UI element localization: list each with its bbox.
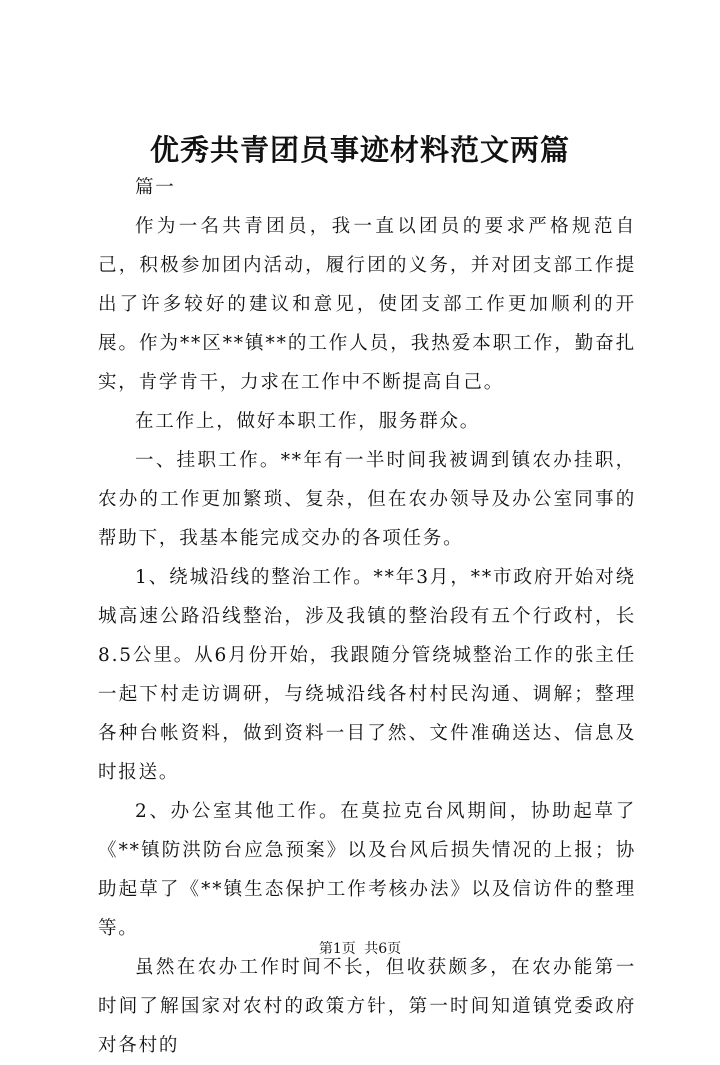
- paragraph: 在工作上，做好本职工作，服务群众。: [135, 411, 481, 432]
- paragraph: 一、挂职工作。**年有一半时间我被调到镇农办挂职，农办的工作更加繁琐、复杂，但在农办领导及办公室同事的帮助下，我基本能完成交办的各项任务。: [98, 450, 636, 549]
- page-number: 第1页: [318, 941, 356, 957]
- paragraph: 作为一名共青团员，我一直以团员的要求严格规范自己，积极参加团内活动，履行团的义务，并对团支部工作提出了许多较好的建议和意见，使团支部工作更加顺利的开展。作为**区**镇**的工作人员，我热爱本职工作，勤奋扎实，肯学肯干，力求在工作中不断提高自己。: [98, 216, 636, 393]
- paragraph: 2、办公室其他工作。在莫拉克台风期间，协助起草了《**镇防洪防台应急预案》以及台风后损失情况的上报；协助起草了《**镇生态保护工作考核办法》以及信访件的整理等。: [98, 801, 636, 939]
- paragraph: 虽然在农办工作时间不长，但收获颇多，在农办能第一时间了解国家对农村的政策方针，第一时间知道镇党委政府对各村的: [98, 957, 636, 1056]
- page-footer: [0, 938, 720, 958]
- page-total: 共6页: [364, 941, 402, 957]
- paragraph: 1、绕城沿线的整治工作。**年3月，**市政府开始对绕城高速公路沿线整治，涉及我镇的整治段有五个行政村，长8.5公里。从6月份开始，我跟随分管绕城整治工作的张主任一起下村走访调研，与绕城沿线各村村民沟通、调解；整理各种台帐资料，做到资料一目了然、文件准确送达、信息及时报送。: [98, 567, 636, 783]
- document-title: 优秀共青团员事迹材料范文两篇: [149, 133, 570, 167]
- document-body: [98, 168, 636, 1065]
- section-heading: 篇一: [135, 177, 176, 198]
